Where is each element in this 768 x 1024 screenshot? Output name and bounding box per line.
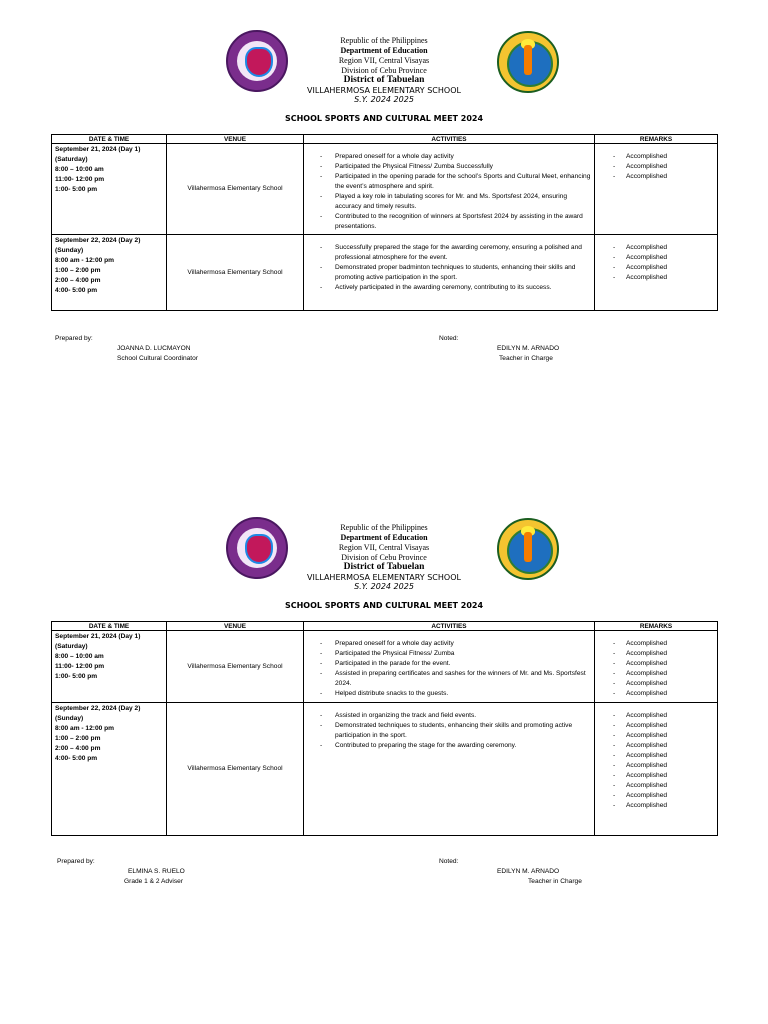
remark-item: - Accomplished: [598, 649, 714, 659]
prepared-by-name: JOANNA D. LUCMAYON: [117, 345, 191, 352]
remark-item: - Accomplished: [598, 273, 714, 283]
remark-item: - Accomplished: [598, 659, 714, 669]
remark-item: - Accomplished: [598, 689, 714, 699]
header-region: Region VII, Central Visayas: [338, 543, 430, 552]
list-item: - Assisted in preparing certificates and sashes for the winners of Mr. and Ms. Sportsfest 2024.: [307, 669, 591, 689]
remark-item: - Accomplished: [598, 751, 714, 761]
header-department: Department of Education: [340, 46, 428, 55]
header-department: Department of Education: [340, 533, 428, 542]
activity-table: [51, 621, 718, 836]
header-division: Division of Cebu Province: [341, 553, 427, 562]
list-item: - Demonstrated proper badminton techniques to students, enhancing their skills and promoting active participation in the sport.: [307, 263, 591, 283]
venue-cell: Villahermosa Elementary School: [167, 144, 304, 235]
header-school-year: S.Y. 2024 2025: [354, 95, 414, 104]
remark-item: - Accomplished: [598, 771, 714, 781]
header-division: Division of Cebu Province: [341, 66, 427, 75]
list-item: - Participated in the parade for the event.: [307, 659, 591, 669]
column-header-venue: VENUE: [167, 622, 304, 631]
column-header-activities: ACTIVITIES: [304, 622, 595, 631]
prepared-by-label: Prepared by:: [57, 858, 95, 865]
remark-item: - Accomplished: [598, 263, 714, 273]
remark-item: - Accomplished: [598, 162, 714, 172]
list-item: - Prepared oneself for a whole day activity: [307, 639, 591, 649]
remark-item: - Accomplished: [598, 711, 714, 721]
table-row: [52, 703, 718, 836]
remark-item: - Accomplished: [598, 731, 714, 741]
list-item: - Played a key role in tabulating scores for Mr. and Ms. Sportsfest 2024, ensuring accuracy and timely results.: [307, 192, 591, 212]
list-item: - Participated the Physical Fitness/ Zumba Successfully: [307, 162, 591, 172]
activities-cell: [304, 144, 595, 235]
activities-cell: [304, 703, 595, 836]
column-header-venue: VENUE: [167, 135, 304, 144]
report-title: SCHOOL SPORTS AND CULTURAL MEET 2024: [284, 114, 484, 123]
noted-name: EDILYN M. ARNADO: [497, 345, 560, 352]
column-header-remarks: REMARKS: [595, 135, 718, 144]
activities-cell: [304, 235, 595, 311]
remark-item: - Accomplished: [598, 243, 714, 253]
table-row: [52, 144, 718, 235]
remark-item: - Accomplished: [598, 791, 714, 801]
noted-label: Noted:: [439, 335, 459, 342]
column-header-date: DATE & TIME: [52, 135, 167, 144]
report-page-2: [0, 487, 768, 999]
remark-item: - Accomplished: [598, 679, 714, 689]
table-header-row: [52, 135, 718, 144]
report-title: SCHOOL SPORTS AND CULTURAL MEET 2024: [284, 601, 484, 610]
activity-table: [51, 134, 718, 311]
remarks-cell: [595, 631, 718, 703]
remarks-cell: [595, 703, 718, 836]
column-header-date: DATE & TIME: [52, 622, 167, 631]
date-time-cell: September 21, 2024 (Day 1) (Saturday) 8:00 – 10:00 am 11:00- 12:00 pm 1:00- 5:00 pm: [52, 144, 167, 235]
header-district: District of Tabuelan: [343, 75, 425, 85]
activities-cell: [304, 631, 595, 703]
list-item: - Contributed to the recognition of winners at Sportsfest 2024 by assisting in the award presentations.: [307, 212, 591, 232]
list-item: - Assisted in organizing the track and field events.: [307, 711, 591, 721]
venue-cell: Villahermosa Elementary School: [167, 631, 304, 703]
remark-item: - Accomplished: [598, 741, 714, 751]
remark-item: - Accomplished: [598, 172, 714, 182]
date-time-cell: September 22, 2024 (Day 2) (Sunday) 8:00 am - 12:00 pm 1:00 – 2:00 pm 2:00 – 4:00 pm 4:00- 5:00 pm: [52, 235, 167, 311]
remark-item: - Accomplished: [598, 152, 714, 162]
date-time-cell: September 21, 2024 (Day 1) (Saturday) 8:00 – 10:00 am 11:00- 12:00 pm 1:00- 5:00 pm: [52, 631, 167, 703]
header-school-year: S.Y. 2024 2025: [354, 582, 414, 591]
remark-item: - Accomplished: [598, 669, 714, 679]
table-row: [52, 235, 718, 311]
remark-item: - Accomplished: [598, 761, 714, 771]
header-school: VILLAHERMOSA ELEMENTARY SCHOOL: [307, 86, 461, 95]
list-item: - Demonstrated techniques to students, enhancing their skills and promoting active participation in the sport.: [307, 721, 591, 741]
list-item: - Actively participated in the awarding ceremony, contributing to its success.: [307, 283, 591, 293]
header-region: Region VII, Central Visayas: [338, 56, 430, 65]
noted-role: Teacher in Charge: [499, 355, 553, 362]
header-school: VILLAHERMOSA ELEMENTARY SCHOOL: [307, 573, 461, 582]
prepared-by-role: School Cultural Coordinator: [117, 355, 198, 362]
table-header-row: [52, 622, 718, 631]
column-header-remarks: REMARKS: [595, 622, 718, 631]
venue-cell: Villahermosa Elementary School: [167, 235, 304, 311]
remarks-cell: [595, 144, 718, 235]
list-item: - Prepared oneself for a whole day activity: [307, 152, 591, 162]
noted-role: Teacher in Charge: [528, 878, 582, 885]
prepared-by-name: ELMINA S. RUELO: [128, 868, 185, 875]
header-republic: Republic of the Philippines: [340, 523, 428, 532]
table-row: [52, 631, 718, 703]
header-republic: Republic of the Philippines: [340, 36, 428, 45]
prepared-by-label: Prepared by:: [55, 335, 93, 342]
noted-name: EDILYN M. ARNADO: [497, 868, 560, 875]
list-item: - Helped distribute snacks to the guests.: [307, 689, 591, 699]
list-item: - Participated the Physical Fitness/ Zumba: [307, 649, 591, 659]
remark-item: - Accomplished: [598, 781, 714, 791]
header-district: District of Tabuelan: [343, 562, 425, 572]
prepared-by-role: Grade 1 & 2 Adviser: [124, 878, 184, 885]
remark-item: - Accomplished: [598, 801, 714, 811]
remarks-cell: [595, 235, 718, 311]
list-item: - Participated in the opening parade for the school’s Sports and Cultural Meet, enhancing the event’s atmosphere and spirit.: [307, 172, 591, 192]
venue-cell: Villahermosa Elementary School: [167, 703, 304, 836]
list-item: - Successfully prepared the stage for the awarding ceremony, ensuring a polished and professional atmosphere for the event.: [307, 243, 591, 263]
date-time-cell: September 22, 2024 (Day 2) (Sunday) 8:00 am - 12:00 pm 1:00 – 2:00 pm 2:00 – 4:00 pm 4:00- 5:00 pm: [52, 703, 167, 836]
remark-item: - Accomplished: [598, 721, 714, 731]
list-item: - Contributed to preparing the stage for the awarding ceremony.: [307, 741, 591, 751]
remark-item: - Accomplished: [598, 639, 714, 649]
column-header-activities: ACTIVITIES: [304, 135, 595, 144]
noted-label: Noted:: [439, 858, 459, 865]
remark-item: - Accomplished: [598, 253, 714, 263]
